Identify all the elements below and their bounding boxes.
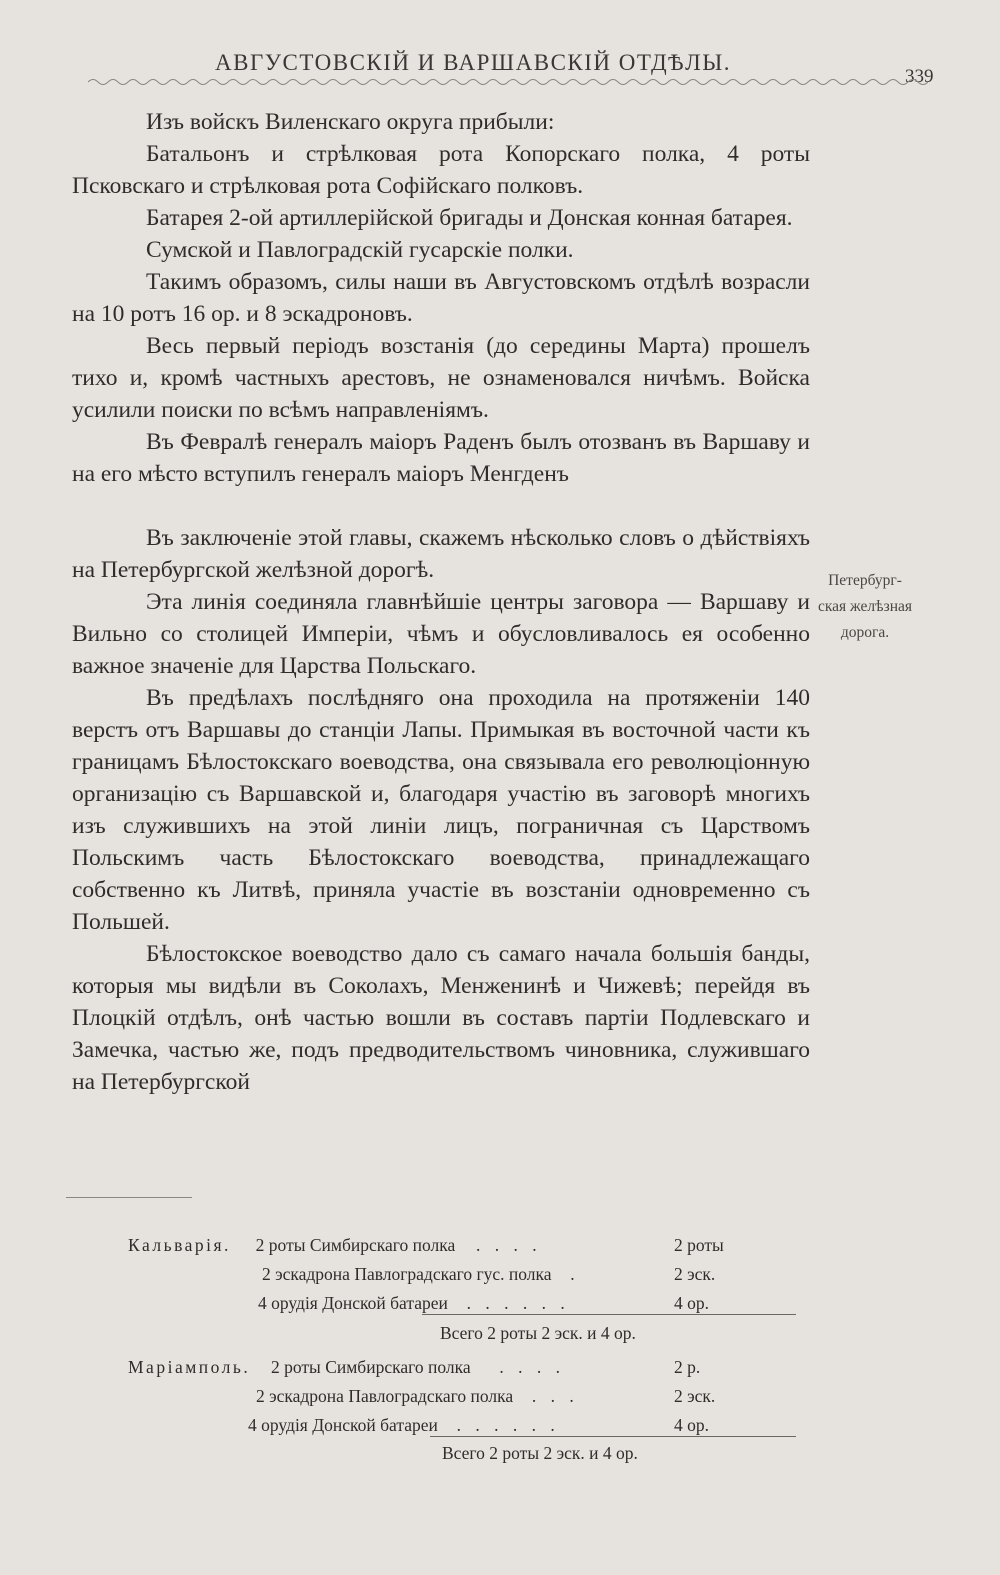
margin-note-line: Петербург- (828, 572, 902, 589)
footnote-leader: . . . . . . (466, 1293, 570, 1313)
footnote-item: 2 роты Симбирскаго полка (255, 1235, 456, 1255)
paragraph: Въ Февралѣ генералъ маіоръ Раденъ былъ отозванъ въ Варшаву и на его мѣсто вступилъ генералъ маіоръ Менгденъ (72, 429, 810, 487)
footnote-town: Маріамполь. (128, 1357, 251, 1377)
paragraph: Эта линія соединяла главнѣйшіе центры заговора — Варшаву и Вильно со столицей Имперіи, чѣмъ и обусловливалось ея особенно важное значеніе для Царства Польскаго. (72, 589, 810, 679)
paragraph: Батальонъ и стрѣлковая рота Копорскаго полка, 4 роты Псковскаго и стрѣлковая рота Софійскаго полковъ. (72, 141, 810, 199)
paragraph: Изъ войскъ Виленскаго округа прибыли: (146, 109, 555, 135)
footnote-leader: . . . (531, 1386, 579, 1406)
paragraph: Такимъ образомъ, силы наши въ Августовскомъ отдѣлѣ возрасли на 10 ротъ 16 ор. и 8 эскадроновъ. (72, 269, 810, 327)
footnote-leader: . (570, 1264, 580, 1284)
footnote-town: Кальварія. (128, 1235, 231, 1255)
footnote-value: 2 р. (674, 1357, 701, 1377)
footnote-value: 2 эск. (674, 1264, 716, 1284)
header-wavy-rule (88, 76, 928, 88)
footnote-sum-rule (422, 1314, 796, 1315)
footnote-item: 4 орудія Донской батареи (248, 1415, 438, 1435)
margin-note (800, 568, 930, 646)
footnote-leader: . . . . (476, 1235, 542, 1255)
paragraph: Весь первый періодъ возстанія (до середины Марта) прошелъ тихо и, кромѣ частныхъ арестовъ, не ознаменовался ничѣмъ. Войска усилили поиски по всѣмъ направленіямъ. (72, 333, 810, 423)
paragraph: Батарея 2-ой артиллерійской бригады и Донская конная батарея. (146, 205, 793, 231)
margin-note-line: ская желѣзная (817, 598, 913, 615)
footnote-leader: . . . . (499, 1357, 565, 1377)
footnote-item: 4 орудія Донской батареи (258, 1293, 448, 1313)
footnote-row (248, 1414, 560, 1436)
footnote-value: 2 роты (674, 1235, 724, 1255)
main-text (72, 106, 810, 1098)
footnote-row (262, 1263, 580, 1285)
footnote-value: 4 ор. (674, 1415, 709, 1435)
footnote-item: 2 эскадрона Павлоградскаго полка (256, 1386, 514, 1406)
footnote-separator (66, 1197, 192, 1198)
paragraph: Въ предѣлахъ послѣдняго она проходила на протяженіи 140 верстъ отъ Варшавы до станціи Лапы. Примыкая въ восточной части къ границамъ Бѣлостокскаго воеводства, она связывала его революціонную организацію съ Варшавской и, благодаря участію въ заговорѣ многихъ изъ служившихъ на этой линіи лицъ, пограничная съ Царствомъ Польскимъ часть Бѣлостокскаго воеводства, принадлежащаго собственно къ Литвѣ, приняла участіе въ возстаніи одновременно съ Польшей. (72, 685, 810, 935)
footnote-leader: . . . . . . (456, 1415, 560, 1435)
footnote-sum-rule (430, 1436, 796, 1437)
footnote-row (256, 1385, 579, 1407)
footnote-total: Всего 2 роты 2 эск. и 4 ор. (440, 1323, 636, 1343)
margin-note-line: дорога. (840, 624, 890, 641)
footnote-value: 2 эск. (674, 1386, 716, 1406)
footnote-item: 2 эскадрона Павлоградскаго гус. полка (262, 1264, 552, 1284)
footnote-item: 2 роты Симбирскаго полка (271, 1357, 471, 1377)
footnote-row (128, 1356, 565, 1378)
footnote-total: Всего 2 роты 2 эск. и 4 ор. (442, 1443, 638, 1463)
footnote-value: 4 ор. (674, 1293, 709, 1313)
footnote-row (258, 1292, 570, 1314)
page-number: 339 (905, 66, 934, 87)
footnote-row (128, 1234, 542, 1256)
paragraph: Сумской и Павлоградскій гусарскіе полки. (146, 237, 574, 263)
paragraph: Бѣлостокское воеводство дало съ самаго начала большія банды, которыя мы видѣли въ Соколахъ, Менженинѣ и Чижевѣ; перейдя въ Плоцкій отдѣлъ, онѣ частью вошли въ составъ партіи Подлевскаго и Замечка, частью же, подъ предводительствомъ чиновника, служившаго на Петербургской (72, 941, 810, 1095)
running-header-title: АВГУСТОВСКIЙ И ВАРШАВСКIЙ ОТДѢЛЫ. (215, 50, 732, 75)
paragraph: Въ заключеніе этой главы, скажемъ нѣсколько словъ о дѣйствіяхъ на Петербургской желѣзной дорогѣ. (72, 525, 810, 583)
